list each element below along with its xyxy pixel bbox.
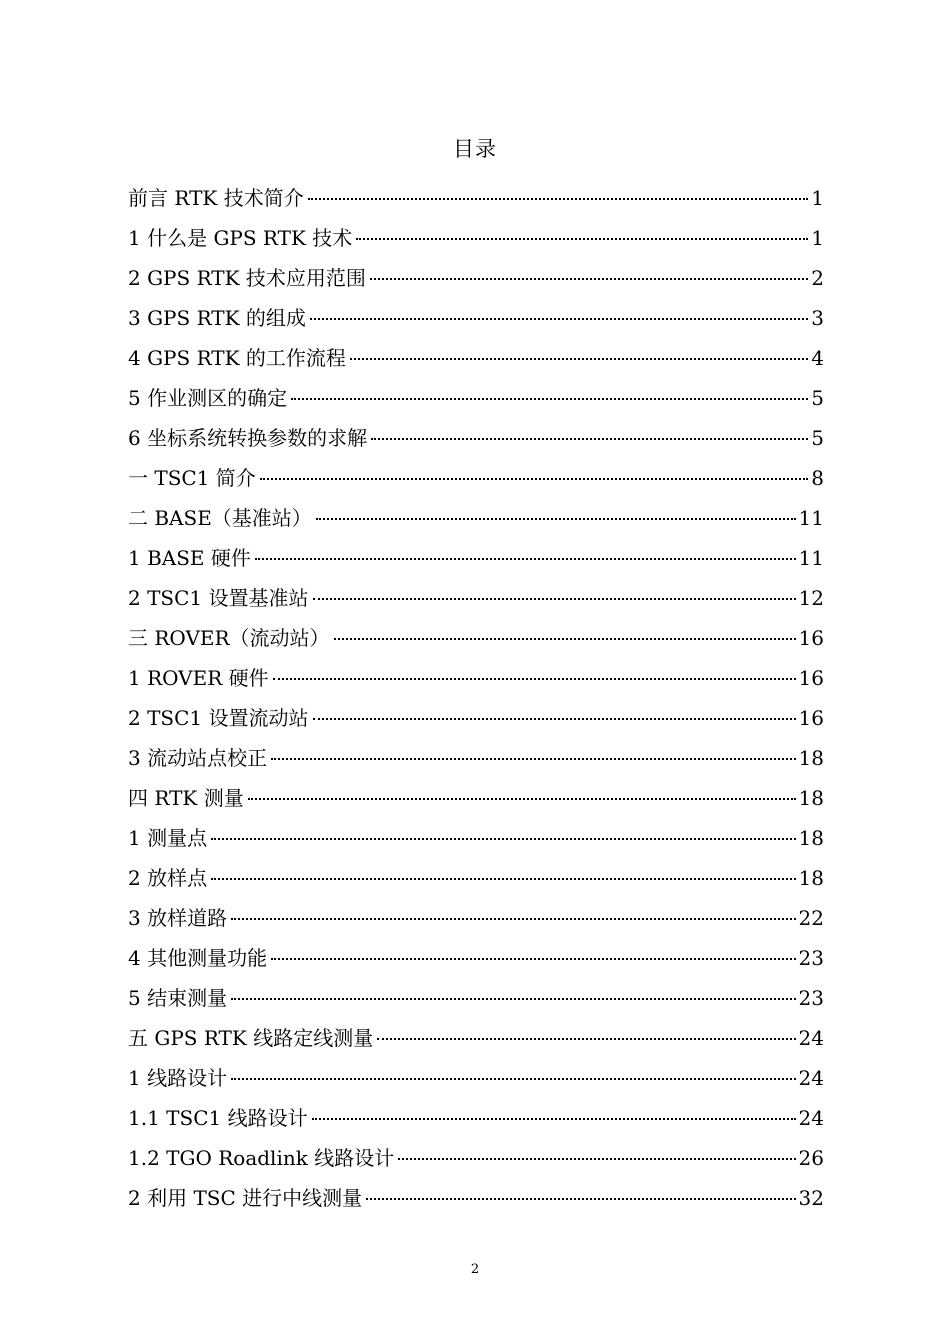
toc-dot-leader [211,878,795,880]
toc-dot-leader [273,678,796,680]
toc-entry[interactable] [128,978,824,1018]
toc-entry-page: 8 [811,466,824,490]
toc-entry-text: 3 流动站点校正 [128,746,268,770]
toc-dot-leader [291,398,808,400]
toc-entry[interactable] [128,258,824,298]
toc-entry[interactable] [128,1138,824,1178]
toc-dot-leader [248,798,796,800]
toc-entry-page: 18 [798,746,824,770]
toc-entry-page: 18 [798,826,824,850]
toc-entry[interactable] [128,858,824,898]
toc-entry-page: 12 [798,586,824,610]
toc-dot-leader [350,358,808,360]
toc-entry-page: 1 [811,226,824,250]
toc-dot-leader [377,1038,795,1040]
toc-entry-page: 16 [798,626,824,650]
toc-entry[interactable] [128,418,824,458]
toc-entry-text: 2 放样点 [128,866,208,890]
toc-entry[interactable] [128,1098,824,1138]
toc-entry-page: 18 [798,786,824,810]
toc-entry-page: 1 [811,186,824,210]
toc-dot-leader [312,1118,796,1120]
toc-entry-text: 三 ROVER（流动站） [128,626,330,650]
toc-entry-page: 18 [798,866,824,890]
toc-dot-leader [308,198,809,200]
toc-dot-leader [356,238,808,240]
toc-entry-page: 5 [811,386,824,410]
toc-entry-text: 前言 RTK 技术简介 [128,186,304,210]
toc-entry[interactable] [128,1058,824,1098]
toc-entry-text: 1 测量点 [128,826,208,850]
toc-entry-page: 11 [798,506,824,530]
toc-dot-leader [255,558,796,560]
toc-entry[interactable] [128,898,824,938]
toc-entry[interactable] [128,658,824,698]
toc-entry[interactable] [128,1018,824,1058]
toc-dot-leader [371,438,808,440]
toc-entry-page: 23 [798,986,824,1010]
toc-entry-page: 16 [798,666,824,690]
toc-entry-page: 3 [811,306,824,330]
toc-entry[interactable] [128,1178,824,1218]
toc-dot-leader [231,918,795,920]
toc-entry-text: 二 BASE（基准站） [128,506,312,530]
toc-entry-text: 3 GPS RTK 的组成 [128,306,306,330]
toc-entry-page: 24 [798,1066,824,1090]
toc-entry-text: 3 放样道路 [128,906,228,930]
toc-entry-page: 26 [798,1146,824,1170]
toc-entry[interactable] [128,778,824,818]
toc-dot-leader [313,718,796,720]
toc-entry-page: 24 [798,1026,824,1050]
toc-entry[interactable] [128,578,824,618]
toc-entry[interactable] [128,738,824,778]
toc-entry[interactable] [128,298,824,338]
toc-list [128,178,824,1218]
toc-entry[interactable] [128,458,824,498]
toc-entry[interactable] [128,698,824,738]
toc-entry-page: 5 [811,426,824,450]
toc-dot-leader [271,758,795,760]
toc-entry[interactable] [128,178,824,218]
toc-entry-page: 32 [798,1186,824,1210]
toc-entry-text: 1 ROVER 硬件 [128,666,269,690]
toc-entry-text: 5 结束测量 [128,986,228,1010]
toc-entry[interactable] [128,538,824,578]
toc-entry-text: 2 利用 TSC 进行中线测量 [128,1186,363,1210]
toc-entry-text: 1 什么是 GPS RTK 技术 [128,226,353,250]
toc-entry-page: 2 [811,266,824,290]
toc-entry-page: 23 [798,946,824,970]
page-number: 2 [470,1262,480,1277]
toc-entry[interactable] [128,338,824,378]
toc-entry-text: 一 TSC1 简介 [128,466,256,490]
toc-entry-text: 4 其他测量功能 [128,946,268,970]
toc-entry-page: 22 [798,906,824,930]
toc-entry-text: 1 BASE 硬件 [128,546,251,570]
toc-entry-text: 五 GPS RTK 线路定线测量 [128,1026,374,1050]
toc-entry-page: 24 [798,1106,824,1130]
toc-dot-leader [310,318,808,320]
toc-dot-leader [370,278,808,280]
toc-title: 目录 [453,137,497,161]
toc-dot-leader [398,1158,795,1160]
toc-dot-leader [211,838,795,840]
toc-entry-page: 11 [798,546,824,570]
toc-entry-page: 4 [811,346,824,370]
toc-entry-text: 6 坐标系统转换参数的求解 [128,426,368,450]
toc-dot-leader [231,998,795,1000]
toc-entry[interactable] [128,498,824,538]
toc-dot-leader [231,1078,795,1080]
toc-entry[interactable] [128,818,824,858]
toc-entry[interactable] [128,938,824,978]
toc-entry-text: 四 RTK 测量 [128,786,244,810]
toc-entry-text: 2 TSC1 设置基准站 [128,586,309,610]
toc-dot-leader [260,478,808,480]
toc-dot-leader [316,518,796,520]
toc-entry-text: 5 作业测区的确定 [128,386,288,410]
toc-dot-leader [366,1198,795,1200]
toc-entry-text: 4 GPS RTK 的工作流程 [128,346,346,370]
toc-entry-text: 2 GPS RTK 技术应用范围 [128,266,366,290]
toc-dot-leader [334,638,796,640]
toc-entry-page: 16 [798,706,824,730]
toc-dot-leader [271,958,795,960]
toc-entry-text: 1.1 TSC1 线路设计 [128,1106,308,1130]
toc-dot-leader [313,598,796,600]
toc-entry-text: 1 线路设计 [128,1066,228,1090]
toc-entry[interactable] [128,378,824,418]
toc-entry[interactable] [128,218,824,258]
toc-entry-text: 2 TSC1 设置流动站 [128,706,309,730]
toc-entry-text: 1.2 TGO Roadlink 线路设计 [128,1146,395,1170]
toc-entry[interactable] [128,618,824,658]
